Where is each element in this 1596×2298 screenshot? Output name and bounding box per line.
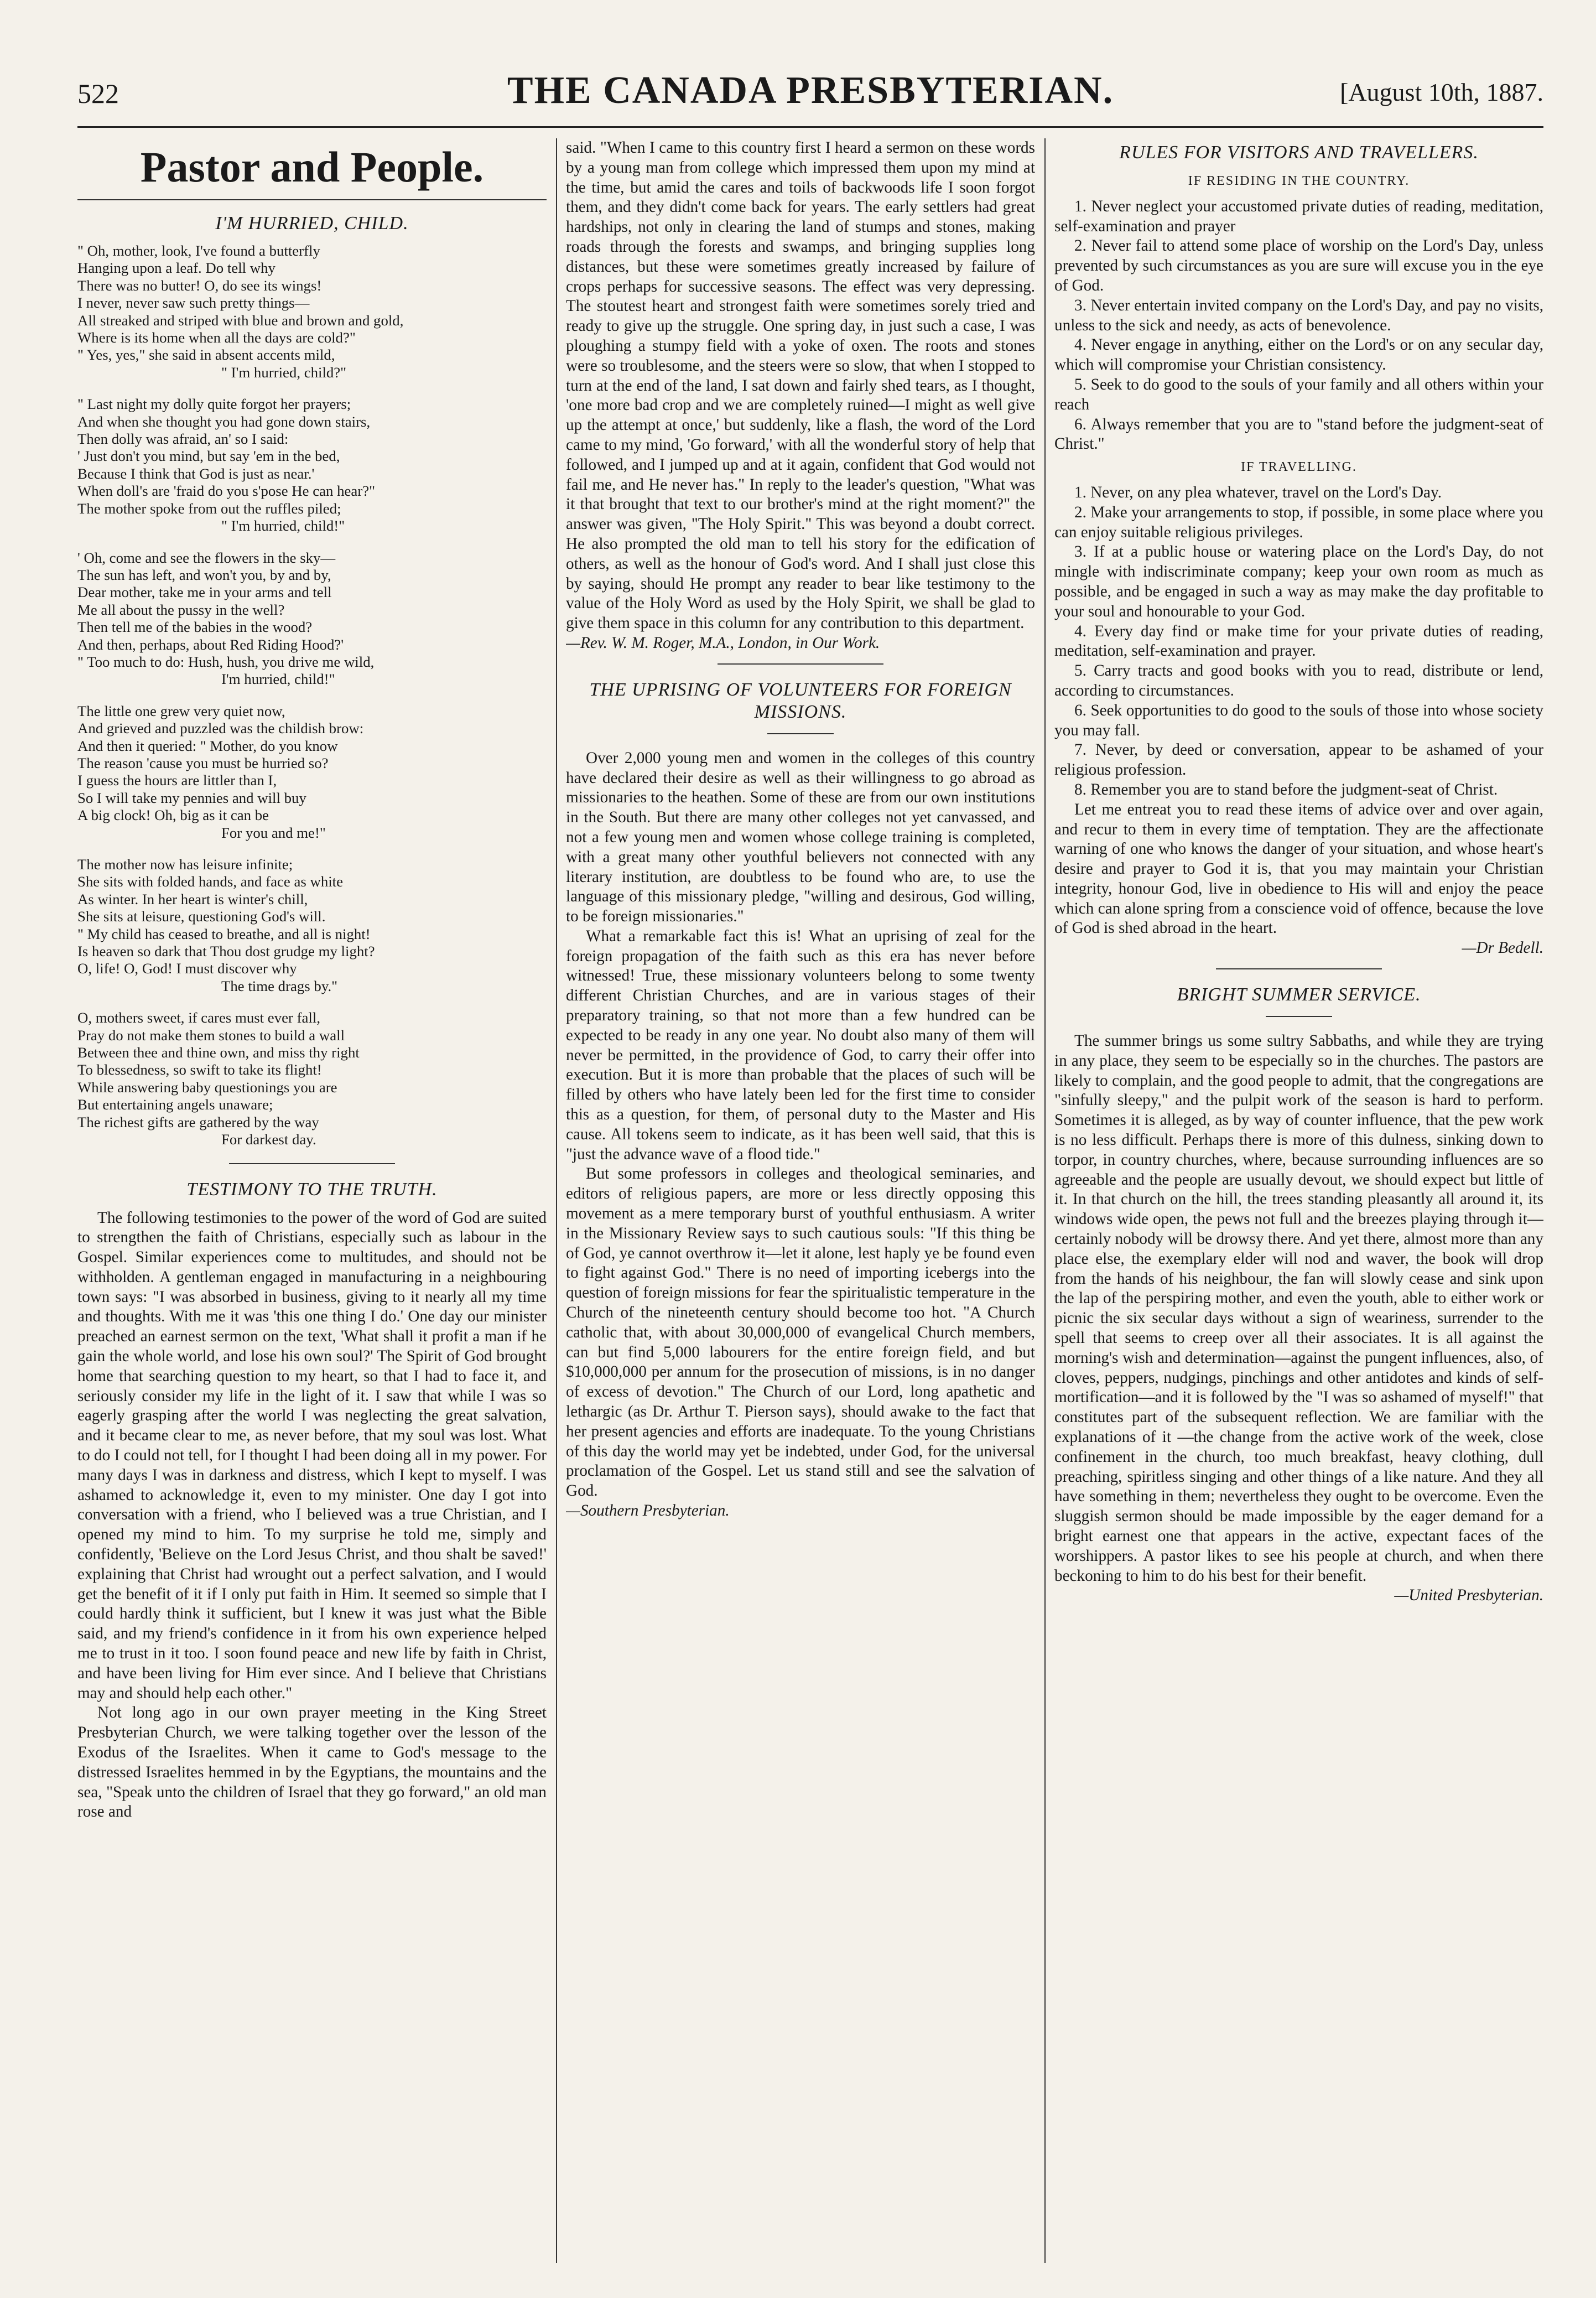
poem [77,242,547,1149]
article-title: TESTIMONY TO THE TRUTH. [186,1179,438,1200]
poem-line: She sits with folded hands, and face as white [77,873,344,890]
poem-line: While answering baby questionings you are [77,1078,337,1096]
rule-item: 6. Always remember that you are to "stand before the judgment-seat of Christ." [1054,415,1543,453]
poem-stanza [77,396,547,535]
poem-stanza [77,549,547,688]
poem-line: Then dolly was afraid, an' so I said: [77,430,289,448]
paragraph: What a remarkable fact this is! What an uprising of zeal for the foreign propagation of the faith such as this era has never before witnessed! True, these missionary volunteers belong to some twenty different Christian Churches, and are in various stages of their preparatory training, so that not more than a few hundred can be expected to be ready in any one year. No doubt also many of them will never be permitted, in the providence of God, to carry their offer into execution. But it is more than probable that the places of such will be filled by others who have lately been led for the first time to consider this as a question, for them, of personal duty to the Master and His cause. All tokens seem to indicate, as it has been well said, that this is "just the advance wave of a flood tide." [566,927,1035,1163]
poem-stanza [77,242,547,381]
divider [77,199,547,200]
poem-line: As winter. In her heart is winter's chill, [77,890,308,907]
rule-item: 8. Remember you are to stand before the judgment-seat of Christ. [1074,780,1498,798]
poem-line: To blessedness, so swift to take its flight! [77,1061,322,1078]
poem-line: I guess the hours are littler than I, [77,772,277,789]
subtitle: IF TRAVELLING. [1241,460,1357,475]
poem-stanza [77,1009,547,1148]
rule-item: 1. Never neglect your accustomed private duties of reading, meditation, self-examination and prayer [1054,197,1543,235]
poem-line: O, life! O, God! I must discover why [77,960,297,977]
rule-item: 3. Never entertain invited company on the Lord's Day, and pay no visits, unless to the sick and needy, as acts of benevolence. [1054,296,1543,334]
poem-line: Is heaven so dark that Thou dost grudge my light? [77,943,375,960]
poem-refrain: " I'm hurried, child?" [221,364,347,381]
rule-item: 5. Carry tracts and good books with you to read, distribute or lend, according to circumstances. [1054,662,1543,699]
rule-item: 2. Make your arrangements to stop, if possible, in some place where you can enjoy suitable religious privileges. [1054,503,1543,541]
poem-line: And then it queried: " Mother, do you know [77,737,338,754]
rule-item: 3. If at a public house or watering place on the Lord's Day, do not mingle with indiscriminate company; keep your own room as much as possible, and be engaged in such a way as may make the day profitable to your soul and honourable to your God. [1054,543,1543,620]
poem-refrain: I'm hurried, child!" [221,671,335,688]
section-title: Pastor and People. [140,143,484,191]
poem-line: All streaked and striped with blue and brown and gold, [77,312,404,329]
paragraph: Not long ago in our own prayer meeting in the King Street Presbyterian Church, we were talking together over the lesson of the Exodus of the Israelites. When it came to God's message to the distressed Israelites hemmed in by the Egyptians, the mountains and the sea, "Speak unto the children of Israel that they go forward," an old man rose and [77,1704,547,1821]
poem-line: " Yes, yes," she said in absent accents mild, [77,346,335,364]
rule-item: 4. Every day find or make time for your private duties of reading, meditation, self-examination and prayer. [1054,622,1543,660]
poem-line: " Too much to do: Hush, hush, you drive me wild, [77,653,375,670]
issue-date: [August 10th, 1887. [1340,78,1543,106]
signature: —Southern Presbyterian. [566,1502,730,1519]
rule-item: 6. Seek opportunities to do good to the souls of those into whose society you may fall. [1054,701,1543,739]
poem-line: Dear mother, take me in your arms and tell [77,584,332,601]
divider [718,663,883,665]
poem-line: And when she thought you had gone down stairs, [77,413,371,430]
column-divider [556,138,557,2263]
poem-line: I never, never saw such pretty things— [77,294,310,312]
poem-line: Me all about the pussy in the well? [77,601,285,618]
rule-item: 1. Never, on any plea whatever, travel on the Lord's Day. [1074,483,1442,501]
divider [1216,968,1382,969]
poem-line: But entertaining angels unaware; [77,1096,273,1113]
article-title: RULES FOR VISITORS AND TRAVELLERS. [1119,142,1479,163]
paragraph: The following testimonies to the power of the word of God are suited to strengthen the faith of Christians, especially such as labour in the Gospel. Similar experiences come to multitudes, and should not be withholden. A gentleman engaged in manufacturing in a neighbouring town says: "I was absorbed in business, giving to it nearly all my time and thoughts. With me it was 'this one thing I do.' One day our minister preached an earnest sermon on the text, 'What shall it profit a man if he gain the whole world, and lose his own soul?' The Spirit of God brought home that searching question to my heart, so that I had to face it, and seriously consider my life in the light of it. I saw that while I was so eagerly grasping after the world I was neglecting the great salvation, and it became clear to me, as never before, that my soul was lost. What to do I could not tell, for I thought I had been doing all in my power. For many days I was in darkness and distress, which I kept to myself. I was ashamed to acknowledge it, even to my minister. One day I got into conversation with a friend, who I believed was a true Christian, and I opened my mind to him. To my surprise he told me, simply and confidently, 'Believe on the Lord Jesus Christ, and thou shalt be saved!' explaining that Christ had wrought out a perfect salvation, and I would get the benefit of it if I only put faith in Him. It seemed so simple that I could hardly think it sufficient, but I knew it was just what the Bible said, and my friend's confidence in it from his own experience helped me to trust in it too. I soon found peace and new life by faith in Christ, and have been living for Him ever since. And I believe that Christians may and should help each other." [77,1208,547,1702]
poem-line: " My child has ceased to breathe, and all is night! [77,925,371,942]
divider [1266,1016,1332,1017]
paragraph: The summer brings us some sultry Sabbaths, and while they are trying in any place, they seem to be especially so in the churches. The pastors are likely to complain, and the good people to admit, that the congregations are "sinfully sleepy," and the pulpit work of the season is hard to perform. Sometimes it is alleged, as by way of counter influence, that the pew work is no less difficult. Perhaps there is more of this dulness, sinking down to torpor, in country churches, where, because surrounding influences are so agreeable and the people are usually devout, we should expect but little of it. In that church on the hill, the trees standing pleasantly all around it, its windows wide open, the pews not full and the breezes playing through it—certainly nobody will be drowsy there. And yet there, almost more than any place else, the exemplary elder will nod and waver, the book will drop from the hands of his neighbour, the fan will slowly cease and sink upon the lap of the perspiring mother, and even the youth, able to either work or picnic the six secular days without a sign of weariness, surrender to the spell that seems to creep over all their associates. It is all against the morning's wish and determination—against the pungent influences, also, of cloves, peppers, nudgings, pinchings and other antidotes and kinds of self-mortification—and it is followed by the "I was so ashamed of myself!" that constitutes part of the subsequent reflection. We are familiar with the explanations of it —the change from the active work of the week, close confinement in the church, too much breakfast, heavy clothing, dull preaching, spiritless singing and other things of a like nature. And they all have something in them; nevertheless they ought to be overcome. Even the sluggish sermon should be made impossible by the eager demand for a bright earnest one that appears in the active, expectant faces of the worshippers. A pastor likes to see his people at church, and when there beckoning to him to do his best for their benefit. [1054,1032,1543,1585]
rule-item: 2. Never fail to attend some place of worship on the Lord's Day, unless prevented by such circumstances as you are sure will excuse you in the eye of God. [1054,237,1543,294]
poem-line: She sits at leisure, questioning God's will. [77,908,326,925]
poem-line: Where is its home when all the days are cold?" [77,329,356,346]
poem-line: A big clock! Oh, big as it can be [77,807,269,824]
poem-line: O, mothers sweet, if cares must ever fall, [77,1009,321,1026]
column-3 [1054,138,1543,2263]
poem-title: I'M HURRIED, CHILD. [215,213,409,234]
poem-stanza [77,856,547,995]
poem-line: The mother now has leisure infinite; [77,856,293,873]
paragraph: said. "When I came to this country first I heard a sermon on these words by a young man from college which impressed them upon my mind at the time, but amid the cares and toils of backwoods life I soon forgot them, and they didn't come back for years. The early settlers had great hardships, not only in clearing the land of stumps and stones, making roads through the forests and swamps, and bringing supplies long distances, but these were sometimes greatly increased by failure of crops perhaps for successive seasons. The effect was very depressing. The stoutest heart and strongest faith were sometimes sorely tried and ready to give up the struggle. One spring day, in just such a case, I was ploughing a stumpy field with a yoke of oxen. The roots and stones were so troublesome, and the steers were so slow, that when I stopped to turn at the end of the land, I sat down and fairly shed tears, as I thought, 'one more bad crop and we are completely ruined—I might as well give up the attempt at once,' but suddenly, like a flash, the word of the Lord came to my mind, 'Go forward,' with all the wonderful story of help that followed, and I jumped up and at it again, confident that God would not fail me, and He never has." In reply to the leader's question, "What was it that brought that text to our brother's mind at the right moment?" the answer was given, "The Holy Spirit." This was beyond a doubt correct. He also prompted the old man to tell his story for the edification of others, as well as the honour of God's word. And I shall just close this by saying, should He prompt any reader to bear like testimony to the value of the Holy Word as used by the Holy Spirit, we shall be glad to give them space in this column for any contribution to this department. [566,139,1035,632]
divider [229,1163,395,1164]
rules-list [1054,197,1543,454]
subtitle: IF RESIDING IN THE COUNTRY. [1188,174,1410,188]
poem-line: The mother spoke from out the ruffles piled; [77,500,341,517]
poem-line: Hanging upon a leaf. Do tell why [77,260,275,277]
poem-refrain: For darkest day. [221,1131,316,1148]
poem-line: Then tell me of the babies in the wood? [77,619,313,636]
column-divider [1044,138,1046,2263]
page-header [77,65,1543,128]
paragraph: But some professors in colleges and theological seminaries, and editors of religious papers, are more or less directly opposing this movement as a mere temporary burst of youthful enthusiasm. A writer in the Missionary Review says to such cautious souls: "If this thing be of God, ye cannot overthrow it—let it alone, lest haply ye be found even to fight against God." There is no need of importing icebergs into the question of foreign missions for fear the spiritualistic temperature in the Church of the nineteenth century should become too hot. "A Church catholic that, with about 30,000,000 of evangelical Church members, can but find 5,000 labourers for the entire foreign field, and but $10,000,000 per annum for the prosecution of missions, is in no danger of excess of devotion." The Church of our Lord, long apathetic and lethargic (as Dr. Arthur T. Pierson says), should awake to the fact that her present agencies and efforts are inadequate. To the young Christians of this day the world may yet be indebted, under God, for the universal proclamation of the Gospel. Let us stand still and see the salvation of God. [566,1165,1035,1500]
rule-item: 7. Never, by deed or conversation, appear to be ashamed of your religious profession. [1054,741,1543,779]
poem-stanza [77,703,547,842]
column-2 [566,138,1035,2263]
rule-item: 4. Never engage in anything, either on the Lord's or on any secular day, which will compromise your Christian consistency. [1054,336,1543,374]
rules-list [1054,483,1543,800]
poem-line: " Last night my dolly quite forgot her prayers; [77,396,351,413]
signature: —Rev. W. M. Roger, M.A., London, in Our Work. [566,634,880,652]
poem-refrain: The time drags by." [221,977,338,994]
paragraph: Over 2,000 young men and women in the colleges of this country have declared their desire as well as their willingness to go abroad as missionaries to the heathen. Some of these are from our own institutions in the South. But there are many other colleges not yet canvassed, and not a few young men and women whose college training is completed, with a great many other youthful believers not connected with any literary institution, are doubtless to be found who are, to use the language of this missionary pledge, "willing and desirous, God willing, to be foreign missionaries." [566,749,1035,926]
poem-line: So I will take my pennies and will buy [77,789,306,806]
poem-refrain: For you and me!" [221,824,326,841]
poem-line: Because I think that God is just as near.' [77,465,315,482]
article-title: THE UPRISING OF VOLUNTEERS FOR FOREIGN MISSIONS. [589,679,1012,722]
poem-refrain: " I'm hurried, child!" [221,517,345,535]
rule-item: 5. Seek to do good to the souls of your family and all others within your reach [1054,375,1543,413]
page-number: 522 [77,78,119,109]
poem-line: " Oh, mother, look, I've found a butterfly [77,242,320,259]
poem-line: There was no butter! O, do see its wings! [77,277,322,294]
divider [767,733,834,734]
column-1 [77,138,547,2263]
signature: —Dr Bedell. [1462,939,1543,957]
paragraph: Let me entreat you to read these items of advice over and over again, and recur to them in every time of temptation. They are the affectionate warning of one who knows the danger of your situation, and whose heart's desire and prayer to God it is, that you may maintain your Christian integrity, honour God, live in obedience to His will and enjoy the peace which can alone spring from a conscience void of offence, because the love of God is shed abroad in the heart. [1054,800,1543,937]
poem-line: Between thee and thine own, and miss thy right [77,1044,360,1061]
masthead: THE CANADA PRESBYTERIAN. [507,69,1114,112]
poem-line: The sun has left, and won't you, by and by, [77,566,331,583]
poem-line: The reason 'cause you must be hurried so? [77,754,329,771]
poem-line: The little one grew very quiet now, [77,702,285,719]
poem-line: When doll's are 'fraid do you s'pose He can hear?" [77,483,376,500]
poem-line: And grieved and puzzled was the childish brow: [77,720,364,737]
poem-line: Pray do not make them stones to build a wall [77,1026,345,1044]
poem-line: And then, perhaps, about Red Riding Hood?' [77,636,344,653]
poem-line: ' Oh, come and see the flowers in the sky— [77,549,336,566]
poem-line: The richest gifts are gathered by the way [77,1113,319,1130]
poem-line: ' Just don't you mind, but say 'em in the bed, [77,448,340,465]
article-title: BRIGHT SUMMER SERVICE. [1177,984,1421,1005]
signature: —United Presbyterian. [1394,1586,1543,1605]
